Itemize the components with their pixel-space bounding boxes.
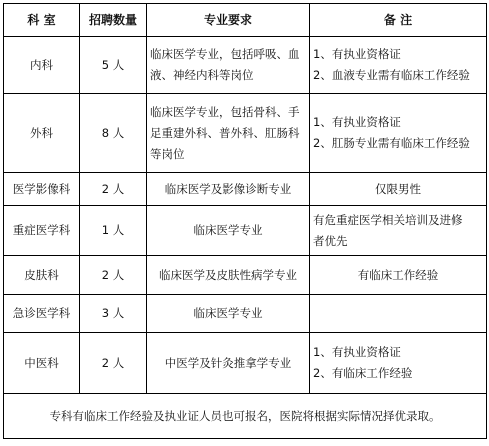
requirement-line: 足重建外科、普外科、肛肠科 [150,125,300,140]
table-row [4,333,487,394]
requirement-line: 液、神经内科等岗位 [150,68,254,82]
note-line: 者优先 [313,233,348,248]
requirement-line: 临床医学专业 [193,223,263,237]
notes-cell [310,206,487,256]
note-line: 1、有执业资格证 [313,115,401,129]
dept-cell: 急诊医学科 [4,295,80,333]
footer-row [4,394,487,439]
note-line: 2、血液专业需有临床工作经验 [313,68,470,82]
header-dept: 科 室 [4,4,80,37]
requirement-line: 临床医学专业 [193,306,263,320]
notes-cell [310,333,487,394]
dept-cell: 医学影像科 [4,173,80,206]
table-row [4,206,487,256]
requirement-line: 临床医学专业，包括呼吸、血 [150,47,300,61]
requirement-cell [147,173,310,206]
dept-cell: 内科 [4,37,80,94]
requirement-cell [147,256,310,295]
notes-cell [310,295,487,333]
header-requirement: 专业要求 [147,4,310,37]
note-line: 有危重症医学相关培训及进修 [313,212,463,227]
dept-cell: 皮肤科 [4,256,80,295]
dept-cell: 重症医学科 [4,206,80,256]
count-cell: 5 人 [80,37,147,94]
note-line: 1、有执业资格证 [313,47,401,61]
notes-cell [310,256,487,295]
requirement-line: 临床医学及影像诊断专业 [164,181,292,196]
requirement-line: 中医学及针灸推拿学专业 [164,355,292,370]
count-cell: 2 人 [80,173,147,206]
requirement-cell [147,37,310,94]
table-row [4,256,487,295]
table-row [4,173,487,206]
dept-cell: 中医科 [4,333,80,394]
header-row [4,4,487,37]
dept-cell: 外科 [4,94,80,173]
count-cell: 2 人 [80,333,147,394]
note-line: 1、有执业资格证 [313,345,401,359]
requirement-cell [147,295,310,333]
requirement-line: 临床医学及皮肤性病学专业 [159,267,297,282]
note-line: 2、有临床工作经验 [313,366,413,380]
table-row [4,94,487,173]
notes-cell [310,94,487,173]
header-notes: 备 注 [310,4,487,37]
recruitment-table [3,3,487,439]
note-line: 仅限男性 [375,181,421,196]
requirement-cell [147,333,310,394]
requirement-line: 等岗位 [150,146,185,161]
note-line: 有临床工作经验 [357,267,439,282]
note-line: 2、肛肠专业需有临床工作经验 [313,136,470,150]
table-row [4,37,487,94]
count-cell: 2 人 [80,256,147,295]
count-cell: 8 人 [80,94,147,173]
notes-cell [310,173,487,206]
notes-cell [310,37,487,94]
header-count: 招聘数量 [80,4,147,37]
footer-note: 专科有临床工作经验及执业证人员也可报名，医院将根据实际情况择优录取。 [4,394,487,439]
count-cell: 3 人 [80,295,147,333]
table-row [4,295,487,333]
requirement-cell [147,206,310,256]
requirement-line: 临床医学专业，包括骨科、手 [150,104,300,119]
requirement-cell [147,94,310,173]
count-cell: 1 人 [80,206,147,256]
